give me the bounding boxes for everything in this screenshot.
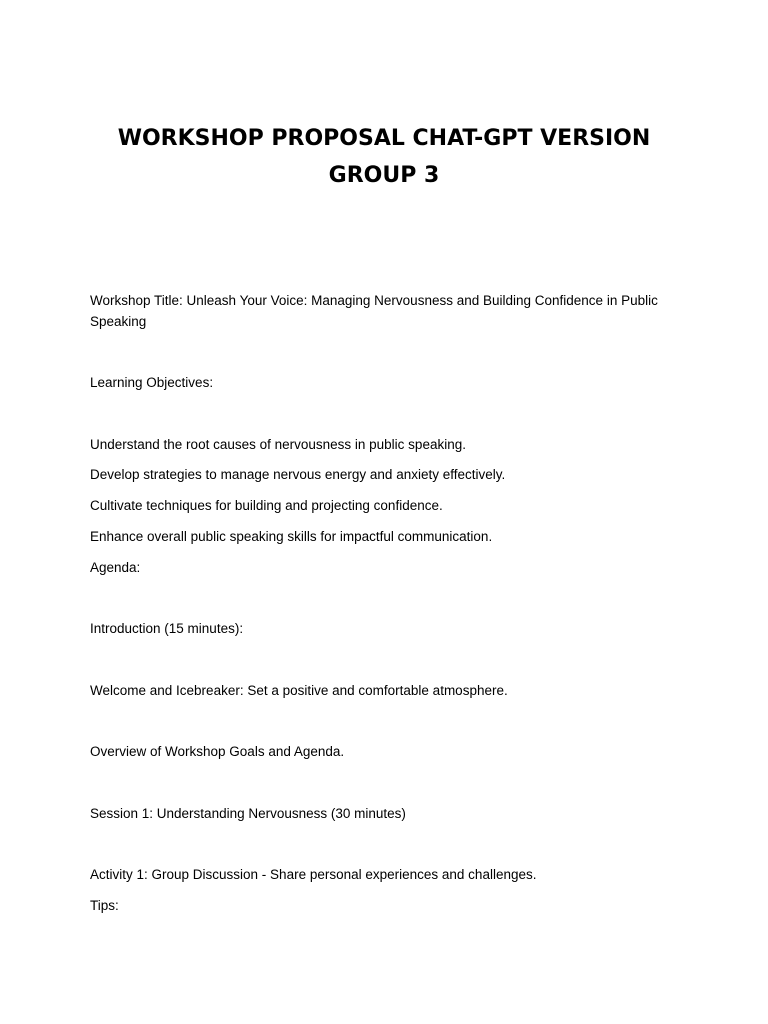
objective-item: Understand the root causes of nervousness in public speaking. [90, 437, 466, 452]
objective-item: Cultivate techniques for building and projecting confidence. [90, 498, 443, 513]
agenda-heading: Agenda: [90, 560, 141, 575]
agenda-item: Session 1: Understanding Nervousness (30 minutes) [90, 806, 406, 821]
objective-item: Enhance overall public speaking skills for impactful communication. [90, 529, 493, 544]
agenda-item: Activity 1: Group Discussion - Share personal experiences and challenges. [90, 867, 537, 882]
agenda-item: Welcome and Icebreaker: Set a positive and comfortable atmosphere. [90, 683, 508, 698]
objective-item: Develop strategies to manage nervous energy and anxiety effectively. [90, 467, 506, 482]
agenda-item: Introduction (15 minutes): [90, 621, 244, 636]
workshop-title-paragraph: Workshop Title: Unleash Your Voice: Managing Nervousness and Building Confidence in Public Speaking [90, 293, 658, 329]
agenda-item: Overview of Workshop Goals and Agenda. [90, 744, 345, 759]
document-title: WORKSHOP PROPOSAL CHAT-GPT VERSION [117, 126, 651, 151]
learning-objectives-heading: Learning Objectives: [90, 375, 214, 390]
tips-heading: Tips: [90, 898, 119, 913]
document-subtitle: GROUP 3 [328, 163, 440, 188]
